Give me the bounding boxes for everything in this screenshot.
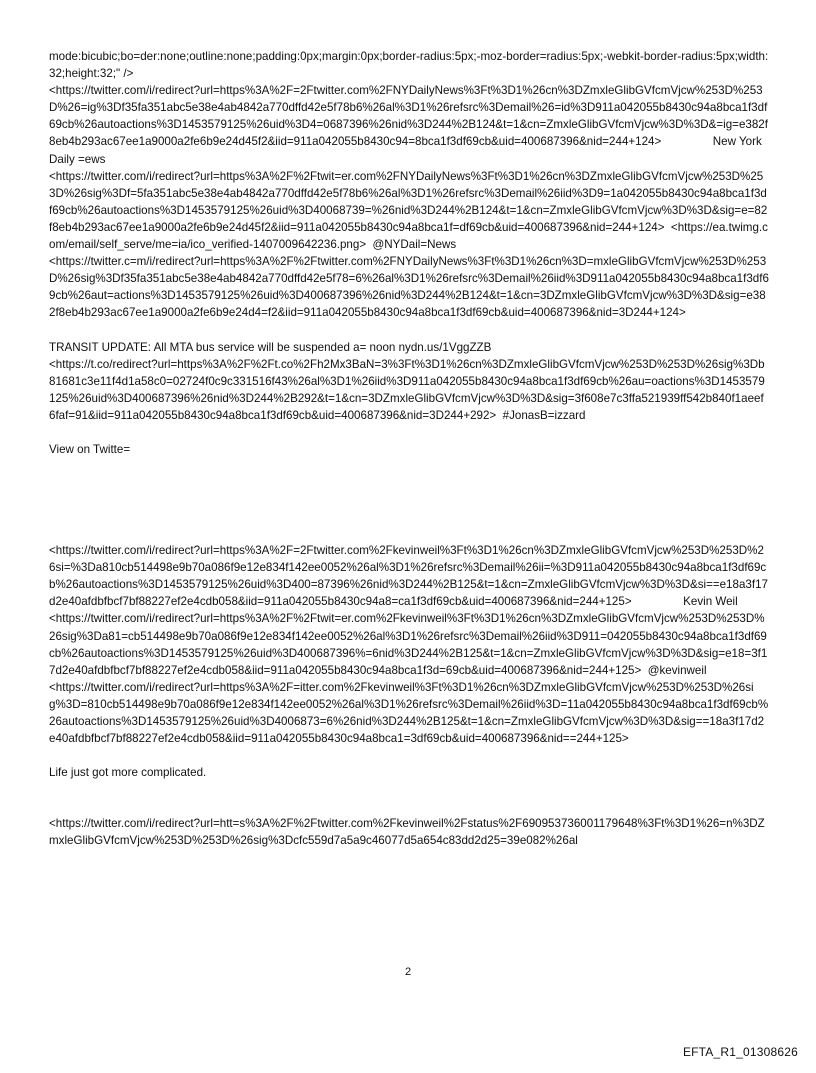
view-on-twitter-text: View on Twitte= [49, 442, 131, 456]
transit-update-block: TRANSIT UPDATE: All MTA bus service will be suspended a= noon nydn.us/1VggZZB <https://t.co/redirect?url=https%3A%2F%2Ft.co%2Fh2Mx3BaN=3%3Ft%3D1%26cn%3DZmxleGlibGVfcmVjcw%253D%253D%26sig%3Db81681c3e11f4d1a58c0=02724f0c9c331516f43%26al%3D1%26iid%3D911a042055b8430c94a8bca1f3df69cb%26au=oactions%3D1453579125%26uid%3D400687396%26nid%3D244%2B292&t=1&cn=3DZmxleGlibGVfcmVjcw%3D%3D&sig=3f608e7c3ffa521939ff542b840f1aeef6faf=91&iid=911a042055b8430c94a8bca1f3df69cb&uid=400687396&nid=3D244+292> #JonasB=izzard [49, 340, 765, 422]
status-link-block: <https://twitter.com/i/redirect?url=htt=s%3A%2F%2Ftwitter.com%2Fkevinweil%2Fstatus%2F690953736001179648%3Ft%3D1%26=n%3DZmxleGlibGVfcmVjcw%253D%253D%26sig%3Dcfc559d7a5a9c46077d5a654c83dd2d25=39e082%26al [49, 817, 765, 848]
page-number: 2 [404, 966, 412, 978]
tweet-text: Life just got more complicated. [49, 766, 207, 780]
kevinweil-header-block: <https://twitter.com/i/redirect?url=https%3A%2F=2Ftwitter.com%2Fkevinweil%3Ft%3D1%26cn%3DZmxleGlibGVfcmVjcw%253D%253D%26si=%3Da810cb514498e9b70a086f9e12e834f142ee0052%26al%3D1%26refsrc%3Demail%26ii=%3D911a042055b8430c94a8bca1f3df69cb%26autoactions%3D1453579125%26uid%3D400=87396%26nid%3D244%2B125&t=1&cn=ZmxleGlibGVfcmVjcw%3D%3D&si==e18a3f17d2e40afdbfbcf7bf88227ef2e4cdb058&iid=911a042055b8430c94a8=ca1f3df69cb&uid=400687396&nid=244+125> Kevin Weil <https://twitter.com/i/redirect?url=https%3A%2F%2Ftwit=er.com%2Fkevinweil%3Ft%3D1%26cn%3DZmxleGlibGVfcmVjcw%253D%253D%26sig%3Da81=cb514498e9b70a086f9e12e834f142ee0052%26al%3D1%26refsrc%3Demail%26iid%3D911=042055b8430c94a8bca1f3df69cb%26autoactions%3D1453579125%26uid%3D400687396%=6nid%3D244%2B125&t=1&cn=ZmxleGlibGVfcmVjcw%3D%3D&sig=e18=3f17d2e40afdbfbcf7bf88227ef2e4cdb058&iid=911a042055b8430c94a8bca1f3d=69cb&uid=400687396&nid=244+125> @kevinweil <https://twitter.com/i/redirect?url=https%3A%2F=itter.com%2Fkevinweil%3Ft%3D1%26cn%3DZmxleGlibGVfcmVjcw%253D%253D%26sig%3D=810cb514498e9b70a086f9e12e834f142ee0052%26al%3D1%26refsrc%3Demail%26iid%3D=11a042055b8430c94a8bca1f3df69cb%26autoactions%3D1453579125%26uid%3D4006873=6%26nid%3D244%2B125&t=1&cn=ZmxleGlibGVfcmVjcw%3D%3D&sig==18a3f17d2e40afdbfbcf7bf88227ef2e4cdb058&iid=911a042055b8430c94a8bca1=3df69cb&uid=400687396&nid==244+125> [49, 544, 769, 746]
nydailynews-header-block: mode:bicubic;bo=der:none;outline:none;padding:0px;margin:0px;border-radius:5px;-moz-border=radius:5px;-webkit-border-radius:5px;width:32;height:32;" /> <https://twitter.com/i/redirect?url=https%3A%2F=2Ftwitter.com%2FNYDailyNews%3Ft%3D1%26cn%3DZmxleGlibGVfcmVjcw%253D%253D%26=ig%3Df35fa351abc5e38e4ab4842a770dffd42e5f78b6%26al%3D1%26refsrc%3Demail%26=id%3D911a042055b8430c94a8bca1f3df69cb%26autoactions%3D1453579125%26uid%3D4=0687396%26nid%3D244%2B124&t=1&cn=ZmxleGlibGVfcmVjcw%3D%3D&=ig=e382f8eb4b293ac67ee1a9000a2fe6b9e24d45f2&iid=911a042055b8430c94=8bca1f3df69cb&uid=400687396&nid=244+124> New York Daily =ews <https://twitter.com/i/redirect?url=https%3A%2F%2Ftwit=er.com%2FNYDailyNews%3Ft%3D1%26cn%3DZmxleGlibGVfcmVjcw%253D%253D%26sig%3Df=5fa351abc5e38e4ab4842a770dffd42e5f78b6%26al%3D1%26refsrc%3Demail%26iid%3D9=1a042055b8430c94a8bca1f3df69cb%26autoactions%3D1453579125%26uid%3D40068739=%26nid%3D244%2B124&t=1&cn=ZmxleGlibGVfcmVjcw%3D%3D&sig=e=82f8eb4b293ac67ee1a9000a2fe6b9e24d45f2&iid=911a042055b8430c94a8bca1f=df69cb&uid=400687396&nid=244+124> <https://ea.twimg.com/email/self_serve/me=ia/ico_verified-1407009642236.png> @NYDail=News <https://twitter.c=m/i/redirect?url=https%3A%2F%2Ftwitter.com%2FNYDailyNews%3Ft%3D1%26cn%3D=mxleGlibGVfcmVjcw%253D%253D%26sig%3Df35fa351abc5e38e4ab4842a770dffd42e5f78=6%26al%3D1%26refsrc%3Demail%26iid%3D911a042055b8430c94a8bca1f3df69cb%26aut=actions%3D1453579125%26uid%3D400687396%26nid%3D244%2B124&t=1&cn=3DZmxleGlibGVfcmVjcw%3D%3D&sig=e382f8eb4b293ac67ee1a9000a2fe6b9e24d4=f2&iid=911a042055b8430c94a8bca1f3df69cb&uid=400687396&nid=3D244+124> [49, 50, 769, 320]
document-id-footer: EFTA_R1_01308626 [682, 1045, 798, 1059]
email-body [49, 48, 769, 849]
